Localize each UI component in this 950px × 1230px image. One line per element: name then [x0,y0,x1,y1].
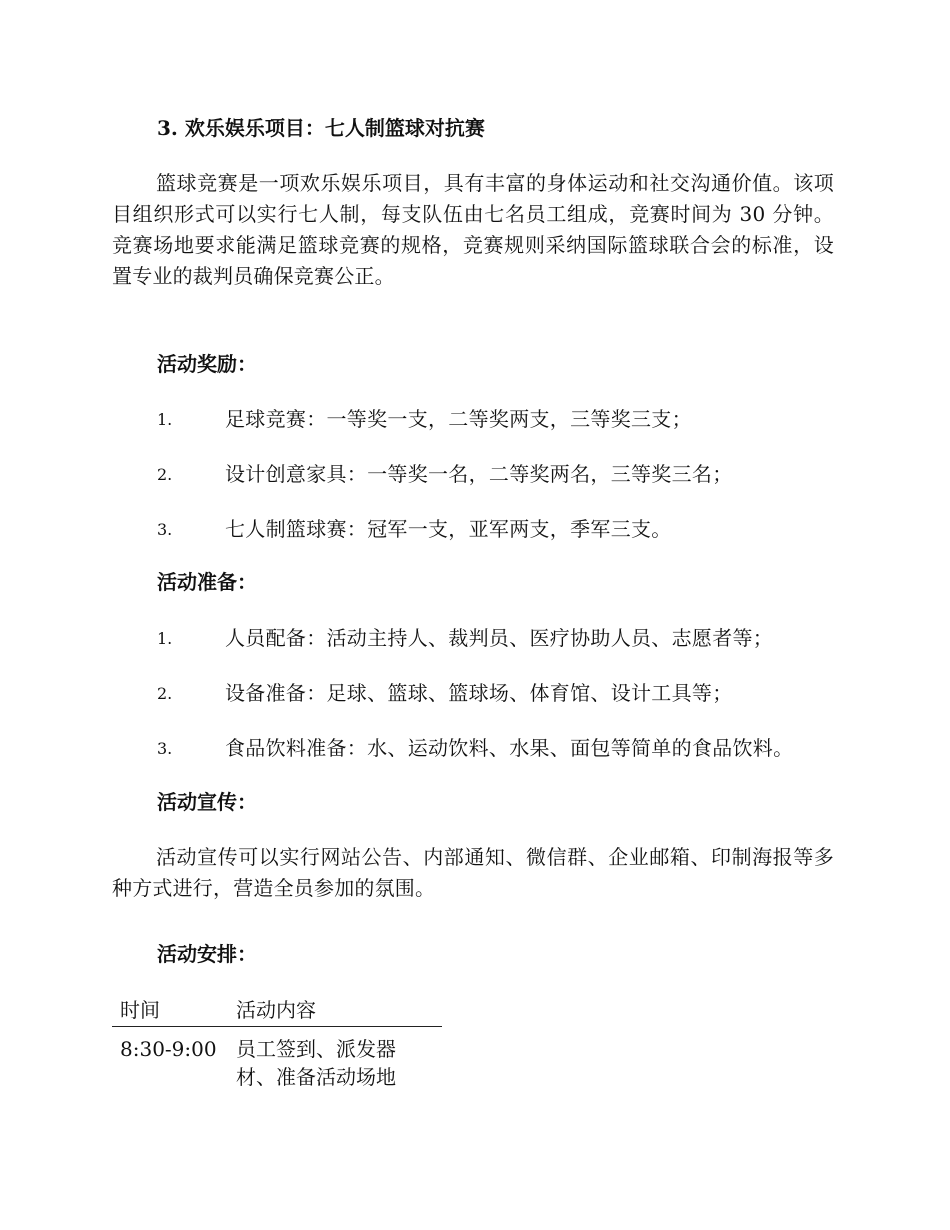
list-text: 足球竞赛：一等奖一支，二等奖两支，三等奖三支； [225,407,692,431]
list-number: 1. [157,410,173,429]
list-number: 3. [157,739,173,758]
list-text: 食品饮料准备：水、运动饮料、水果、面包等简单的食品饮料。 [225,736,794,760]
list-text: 设计创意家具：一等奖一名，二等奖两名，三等奖三名； [225,462,733,486]
promotion-description: 活动宣传可以实行网站公告、内部通知、微信群、企业邮箱、印制海报等多种方式进行，营造全员参加的氛围。 [112,845,834,900]
section-heading-basketball: 3. 欢乐娱乐项目：七人制篮球对抗赛 [157,116,485,140]
column-header-content: 活动内容 [236,998,316,1022]
list-number: 2. [157,465,173,484]
list-item [0,405,950,435]
list-text: 设备准备：足球、篮球、篮球场、体育馆、设计工具等； [225,681,733,705]
list-item [0,734,950,764]
column-header-time: 时间 [120,998,160,1022]
table-header-row [112,996,442,1027]
table-cell-content: 员工签到、派发器材、准备活动场地 [236,1037,396,1089]
list-number: 2. [157,684,173,703]
rewards-heading: 活动奖励： [157,352,257,376]
list-item [0,515,950,545]
preparation-heading: 活动准备： [157,570,257,594]
list-text: 人员配备：活动主持人、裁判员、医疗协助人员、志愿者等； [225,626,774,650]
schedule-table [112,996,442,1087]
promotion-heading: 活动宣传： [157,790,257,814]
table-row [112,1027,442,1087]
list-number: 1. [157,629,173,648]
list-item [0,460,950,490]
basketball-description: 篮球竞赛是一项欢乐娱乐项目，具有丰富的身体运动和社交沟通价值。该项目组织形式可以实行七人制，每支队伍由七名员工组成，竞赛时间为 30 分钟。竞赛场地要求能满足篮球竞赛的规格，竞赛规则采纳国际篮球联合会的标准，设置专业的裁判员确保竞赛公正。 [112,171,834,288]
table-cell-time: 8:30-9:00 [120,1037,217,1061]
list-item [0,679,950,709]
list-number: 3. [157,520,173,539]
schedule-heading: 活动安排： [157,942,257,966]
list-text: 七人制篮球赛：冠军一支，亚军两支，季军三支。 [225,517,672,541]
list-item [0,624,950,654]
